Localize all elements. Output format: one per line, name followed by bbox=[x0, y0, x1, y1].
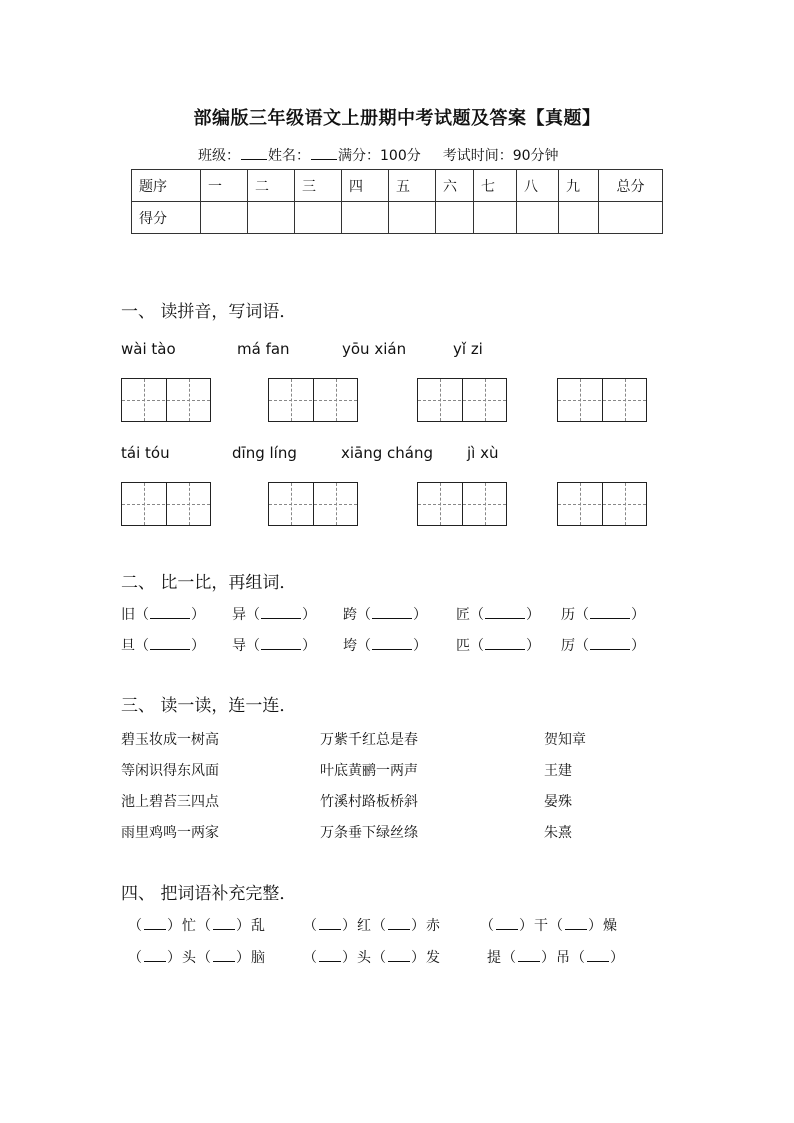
poem-line[interactable]: 池上碧苔三四点 bbox=[121, 794, 219, 810]
exam-time: 考试时间：90分钟 bbox=[442, 148, 559, 164]
fill-item[interactable]: （ ）干（ ）燥 bbox=[480, 918, 618, 934]
writing-grid[interactable] bbox=[121, 482, 211, 526]
fill-item[interactable]: （ ）头（ ）发 bbox=[303, 950, 441, 966]
section-1-heading: 一、 读拼音，写词语． bbox=[121, 302, 297, 322]
pinyin-label: tái tóu bbox=[121, 444, 170, 462]
score-cell[interactable] bbox=[436, 202, 474, 234]
page-title: 部编版三年级语文上册期中考试题及答案【真题】 bbox=[193, 108, 601, 129]
writing-grid[interactable] bbox=[121, 378, 211, 422]
section-2-heading: 二、 比一比，再组词． bbox=[121, 573, 297, 593]
pinyin-label: xiāng cháng bbox=[341, 444, 434, 462]
writing-grid[interactable] bbox=[557, 482, 647, 526]
table-cell: 得分 bbox=[132, 202, 201, 234]
poem-line[interactable]: 万条垂下绿丝绦 bbox=[320, 825, 418, 841]
compare-item[interactable]: 旦（ ） bbox=[121, 638, 205, 654]
poem-line[interactable]: 碧玉妆成一树高 bbox=[121, 732, 219, 748]
table-cell: 总分 bbox=[599, 170, 663, 202]
pinyin-label: yǐ zi bbox=[453, 340, 483, 358]
score-value-row bbox=[132, 202, 663, 234]
fill-item[interactable]: 提（ ）吊（ ） bbox=[487, 950, 625, 966]
writing-grid[interactable] bbox=[417, 378, 507, 422]
compare-item[interactable]: 历（ ） bbox=[561, 607, 645, 623]
section-4-heading: 四、 把词语补充完整． bbox=[121, 884, 297, 904]
score-table bbox=[131, 169, 663, 234]
fill-item[interactable]: （ ）头（ ）脑 bbox=[128, 950, 266, 966]
score-cell[interactable] bbox=[389, 202, 436, 234]
table-cell: 三 bbox=[295, 170, 342, 202]
poet-name[interactable]: 王建 bbox=[544, 763, 572, 779]
poem-line[interactable]: 等闲识得东风面 bbox=[121, 763, 219, 779]
class-blank[interactable] bbox=[241, 146, 267, 160]
full-score: 满分：100分 bbox=[338, 148, 421, 164]
compare-item[interactable]: 旧（ ） bbox=[121, 607, 205, 623]
score-cell[interactable] bbox=[201, 202, 248, 234]
score-cell[interactable] bbox=[517, 202, 559, 234]
table-cell: 七 bbox=[474, 170, 517, 202]
exam-info bbox=[198, 145, 559, 165]
poem-line[interactable]: 万紫千红总是春 bbox=[320, 732, 418, 748]
table-cell: 九 bbox=[559, 170, 599, 202]
score-cell[interactable] bbox=[474, 202, 517, 234]
pinyin-label: yōu xián bbox=[342, 340, 407, 358]
poet-name[interactable]: 朱熹 bbox=[544, 825, 572, 841]
poet-name[interactable]: 晏殊 bbox=[544, 794, 572, 810]
score-cell[interactable] bbox=[559, 202, 599, 234]
section-3-heading: 三、 读一读，连一连． bbox=[121, 696, 297, 716]
pinyin-label: dīng líng bbox=[232, 444, 297, 462]
compare-item[interactable]: 垮（ ） bbox=[343, 638, 427, 654]
name-blank[interactable] bbox=[311, 146, 337, 160]
table-cell: 四 bbox=[342, 170, 389, 202]
writing-grid[interactable] bbox=[417, 482, 507, 526]
fill-item[interactable]: （ ）红（ ）赤 bbox=[303, 918, 441, 934]
writing-grid[interactable] bbox=[268, 378, 358, 422]
score-cell[interactable] bbox=[248, 202, 295, 234]
compare-item[interactable]: 厉（ ） bbox=[561, 638, 645, 654]
table-cell: 二 bbox=[248, 170, 295, 202]
poem-line[interactable]: 竹溪村路板桥斜 bbox=[320, 794, 418, 810]
class-label: 班级： bbox=[198, 148, 240, 164]
table-cell: 题序 bbox=[132, 170, 201, 202]
table-cell: 六 bbox=[436, 170, 474, 202]
writing-grid[interactable] bbox=[557, 378, 647, 422]
table-cell: 八 bbox=[517, 170, 559, 202]
compare-item[interactable]: 跨（ ） bbox=[343, 607, 427, 623]
score-cell[interactable] bbox=[295, 202, 342, 234]
pinyin-label: má fan bbox=[237, 340, 290, 358]
score-cell[interactable] bbox=[599, 202, 663, 234]
poem-line[interactable]: 雨里鸡鸣一两家 bbox=[121, 825, 219, 841]
pinyin-label: jì xù bbox=[467, 444, 499, 462]
table-cell: 一 bbox=[201, 170, 248, 202]
fill-item[interactable]: （ ）忙（ ）乱 bbox=[128, 918, 266, 934]
compare-item[interactable]: 匹（ ） bbox=[456, 638, 540, 654]
compare-item[interactable]: 异（ ） bbox=[232, 607, 316, 623]
writing-grid[interactable] bbox=[268, 482, 358, 526]
compare-item[interactable]: 导（ ） bbox=[232, 638, 316, 654]
table-cell: 五 bbox=[389, 170, 436, 202]
score-cell[interactable] bbox=[342, 202, 389, 234]
name-label: 姓名： bbox=[268, 148, 310, 164]
compare-item[interactable]: 匠（ ） bbox=[456, 607, 540, 623]
score-header-row bbox=[132, 170, 663, 202]
poet-name[interactable]: 贺知章 bbox=[544, 732, 586, 748]
pinyin-label: wài tào bbox=[121, 340, 176, 358]
poem-line[interactable]: 叶底黄鹂一两声 bbox=[320, 763, 418, 779]
